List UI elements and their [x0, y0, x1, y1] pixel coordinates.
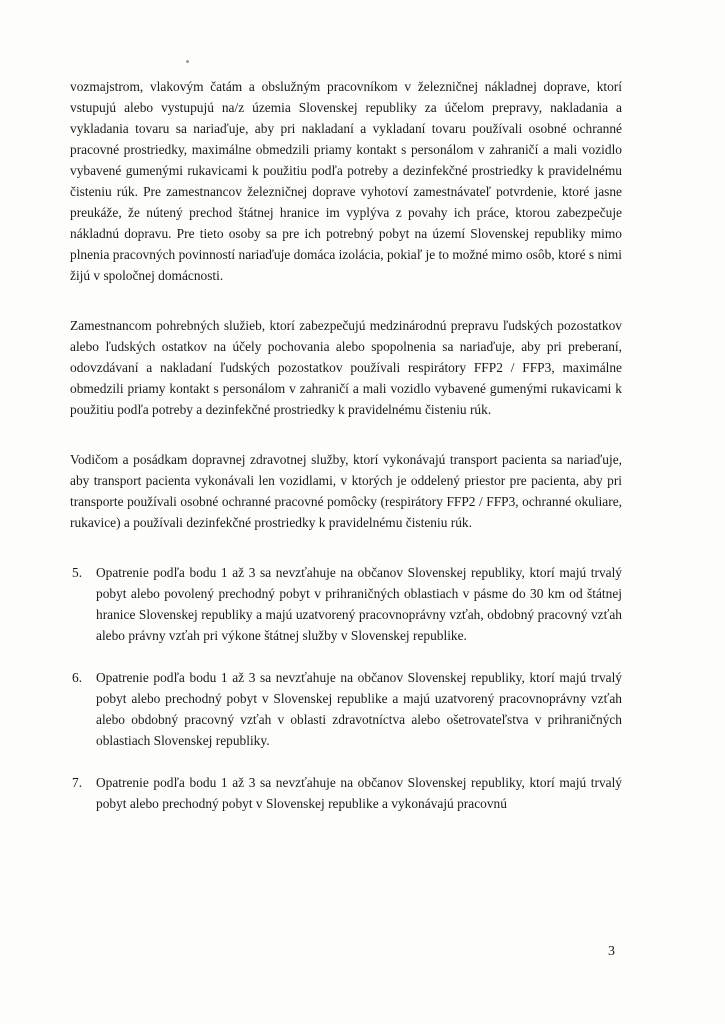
- page-number: 3: [608, 944, 615, 959]
- list-item-6: [70, 667, 622, 751]
- list-item-text: Opatrenie podľa bodu 1 až 3 sa nevzťahuje na občanov Slovenskej republiky, ktorí majú trvalý pobyt alebo prechodný pobyt v Slovenskej republike a vykonávajú pracovnú: [96, 775, 622, 811]
- list-item-number: 6.: [72, 670, 83, 685]
- scan-speck: [186, 60, 189, 63]
- paragraph-funeral-services: Zamestnancom pohrebných služieb, ktorí zabezpečujú medzinárodnú prepravu ľudských pozostatkov alebo ľudských ostatkov na účely pochovania alebo spopolnenia sa nariaďuje, aby pri preberaní, odovzdávaní a nakladaní ľudských pozostatkov používali respirátory FFP2 / FFP3, maximálne obmedzili priamy kontakt s personálom v zahraničí a mali vozidlo vybavené gumenými rukavicami k použitiu podľa potreby a dezinfekčné prostriedky k pravidelnému čisteniu rúk.: [70, 318, 622, 417]
- document-body: [70, 76, 622, 835]
- paragraph-freight-rail: vozmajstrom, vlakovým čatám a obslužným pracovníkom v železničnej nákladnej doprave, ktorí vstupujú alebo vystupujú na/z územia Slovenskej republiky za účelom prepravy, nakladania a vykladania tovaru sa nariaďuje, aby pri nakladaní a vykladaní tovaru používali osobné ochranné pracovné prostriedky, maximálne obmedzili priamy kontakt s personálom v zahraničí a mali vozidlo vybavené gumenými rukavicami k použitiu podľa potreby a dezinfekčné prostriedky k pravidelnému čisteniu rúk. Pre zamestnancov železničnej doprave vyhotoví zamestnávateľ potvrdenie, ktoré jasne preukáže, že nútený prechod štátnej hranice im vyplýva z povahy ich práce, ktorou zabezpečuje nákladnú dopravu. Pre tieto osoby sa pre ich potrebný pobyt na území Slovenskej republiky mimo plnenia pracovných povinností nariaďuje domáca izolácia, pokiaľ je to možné mimo osôb, ktoré s nimi žijú v spoločnej domácnosti.: [70, 79, 622, 283]
- list-item-text: Opatrenie podľa bodu 1 až 3 sa nevzťahuje na občanov Slovenskej republiky, ktorí majú trvalý pobyt alebo povolený prechodný pobyt v prihraničných oblastiach v pásme do 30 km od štátnej hranice Slovenskej republiky a majú uzatvorený pracovnoprávny vzťah, obdobný pracovný vzťah alebo právny vzťah pri výkone štátnej služby v Slovenskej republike.: [96, 565, 622, 643]
- list-item-5: [70, 562, 622, 646]
- list-item-number: 5.: [72, 565, 83, 580]
- list-item-text: Opatrenie podľa bodu 1 až 3 sa nevzťahuje na občanov Slovenskej republiky, ktorí majú trvalý pobyt alebo prechodný pobyt v Slovenskej republike a majú uzatvorený pracovnoprávny vzťah alebo obdobný pracovný vzťah v oblasti zdravotníctva alebo ošetrovateľstva v prihraničných oblastiach Slovenskej republiky.: [96, 670, 622, 748]
- numbered-list: [70, 562, 622, 814]
- paragraph-medical-transport: Vodičom a posádkam dopravnej zdravotnej služby, ktorí vykonávajú transport pacienta sa nariaďuje, aby transport pacienta vykonávali len vozidlami, v ktorých je oddelený priestor pre pacienta, aby pri transporte používali osobné ochranné pracovné pomôcky (respirátory FFP2 / FFP3, ochranné okuliare, rukavice) a používali dezinfekčné prostriedky k pravidelnému čisteniu rúk.: [70, 452, 622, 530]
- list-item-7: [70, 772, 622, 814]
- list-item-number: 7.: [72, 775, 83, 790]
